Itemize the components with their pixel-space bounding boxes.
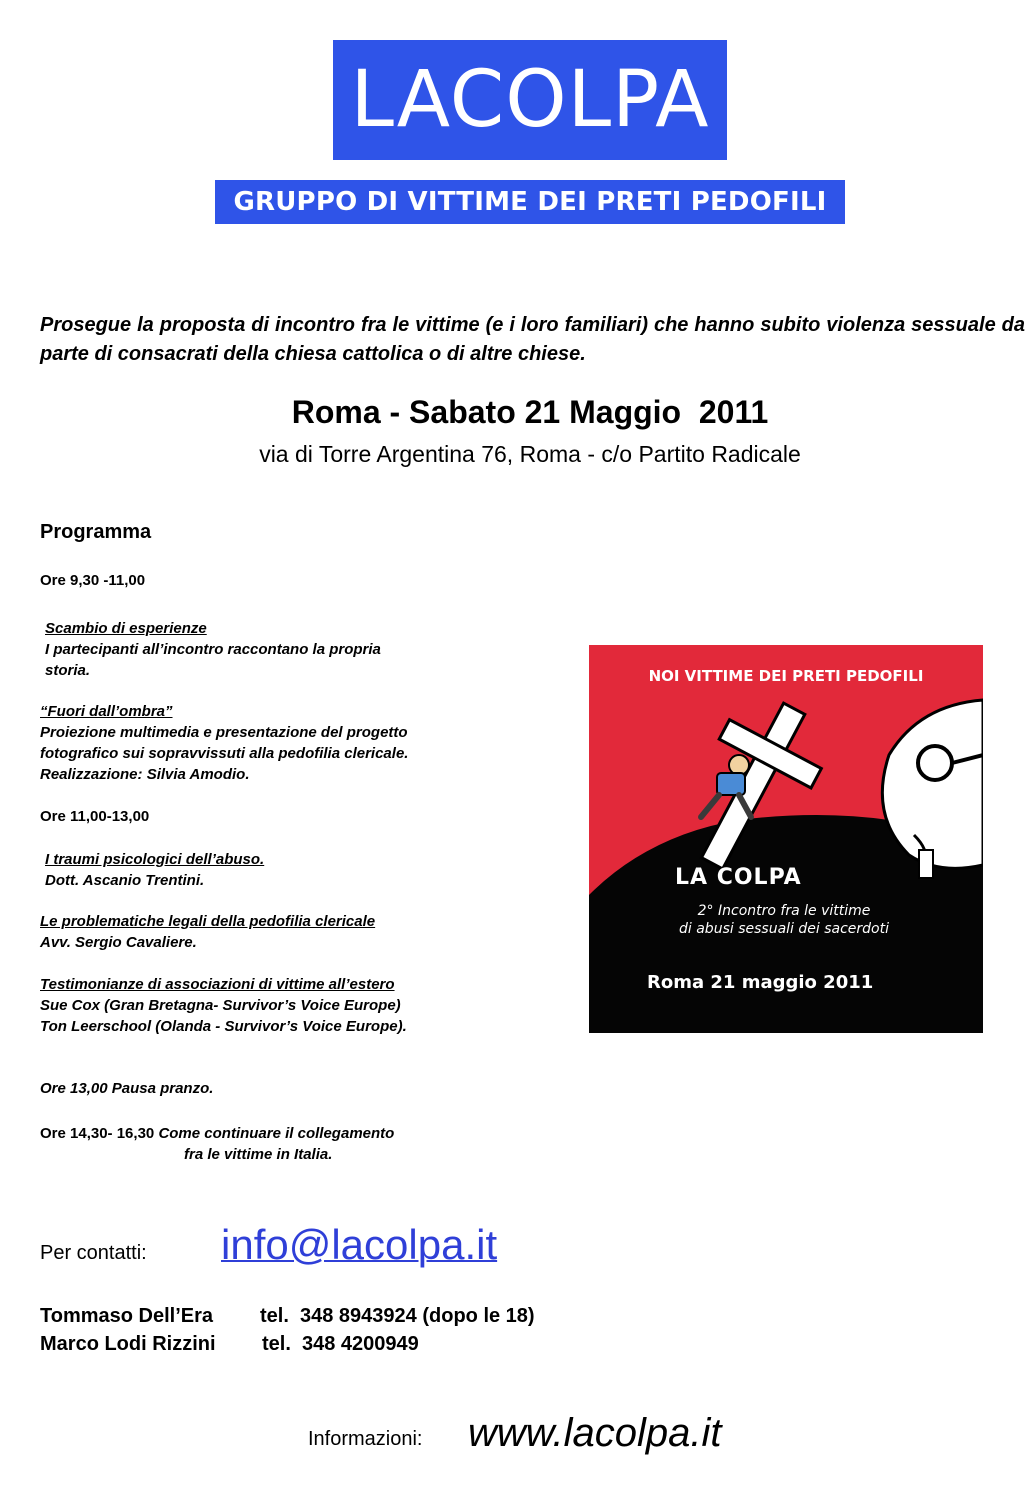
program-item-3	[45, 849, 264, 891]
item1-title: Scambio di esperienze	[45, 620, 207, 637]
item5-title: Testimonianze di associazioni di vittime all’estero	[40, 976, 395, 993]
person1-name: Tommaso Dell’Era	[40, 1305, 214, 1327]
item2-line3: Realizzazione: Silvia Amodio.	[40, 766, 250, 783]
item3-title: I traumi psicologici dell’abuso.	[45, 851, 265, 868]
slot1-time: Ore 9,30 -11,00	[40, 572, 146, 589]
program-heading: Programma	[40, 521, 152, 543]
logo-text: LACOLPA	[350, 55, 710, 145]
item5-line1: Sue Cox (Gran Bretagna- Survivor’s Voice Europe)	[40, 997, 401, 1014]
slot3-desc-line2: fra le vittime in Italia.	[184, 1146, 333, 1163]
poster-title: LA COLPA	[675, 865, 802, 890]
person2-phone: tel. 348 4200949	[262, 1333, 419, 1355]
info-label: Informazioni:	[308, 1428, 423, 1450]
item1-line2: storia.	[45, 662, 91, 679]
slot2-time: Ore 11,00-13,00	[40, 808, 150, 825]
subtitle-banner	[215, 180, 845, 224]
contact-person-2	[40, 1330, 216, 1359]
item2-title: “Fuori dall’ombra”	[40, 703, 173, 720]
contact-person-1	[40, 1302, 213, 1331]
item1-line1: I partecipanti all’incontro raccontano la propria	[45, 641, 381, 658]
website-link[interactable]: www.lacolpa.it	[468, 1411, 722, 1455]
person1-phone: tel. 348 8943924 (dopo le 18)	[260, 1305, 535, 1327]
slot3	[40, 1123, 394, 1165]
poster-line2: di abusi sessuali dei sacerdoti	[679, 921, 889, 937]
program-item-4	[40, 911, 375, 953]
item5-line2: Ton Leerschool (Olanda - Survivor’s Voice Europe).	[40, 1018, 407, 1035]
intro-paragraph: Prosegue la proposta di incontro fra le vittime (e i loro familiari) che hanno subito violenza sessuale da parte di consacrati della chiesa cattolica o di altre chiese.	[40, 314, 1025, 365]
item2-line2: fotografico sui sopravvissuti alla pedofilia clericale.	[40, 745, 409, 762]
slot3-desc-line1: Come continuare il collegamento	[158, 1125, 395, 1142]
slot3-time: Ore 14,30- 16,30	[40, 1125, 155, 1142]
contact-email-link[interactable]: info@lacolpa.it	[221, 1221, 498, 1268]
lunch-text: Ore 13,00 Pausa pranzo.	[40, 1080, 214, 1097]
person2-name: Marco Lodi Rizzini	[40, 1333, 216, 1355]
program-item-1	[45, 618, 381, 681]
item4-title: Le problematiche legali della pedofilia clericale	[40, 913, 376, 930]
item2-line1: Proiezione multimedia e presentazione del progetto	[40, 724, 408, 741]
item4-line1: Avv. Sergio Cavaliere.	[40, 934, 197, 951]
event-poster	[589, 645, 983, 1033]
poster-top-text: NOI VITTIME DEI PRETI PEDOFILI	[648, 667, 924, 685]
program-item-2	[40, 701, 408, 785]
event-date: Roma - Sabato 21 Maggio 2011	[291, 394, 769, 430]
item3-line1: Dott. Ascanio Trentini.	[45, 872, 205, 889]
lunch-break	[40, 1078, 213, 1099]
subtitle-text: GRUPPO DI VITTIME DEI PRETI PEDOFILI	[233, 187, 827, 217]
poster-line1: 2° Incontro fra le vittime	[697, 903, 871, 919]
logo-banner	[333, 40, 727, 160]
event-address: via di Torre Argentina 76, Roma - c/o Partito Radicale	[259, 441, 801, 467]
poster-date: Roma 21 maggio 2011	[647, 972, 874, 993]
contacts-label: Per contatti:	[40, 1242, 147, 1264]
program-item-5	[40, 974, 407, 1037]
